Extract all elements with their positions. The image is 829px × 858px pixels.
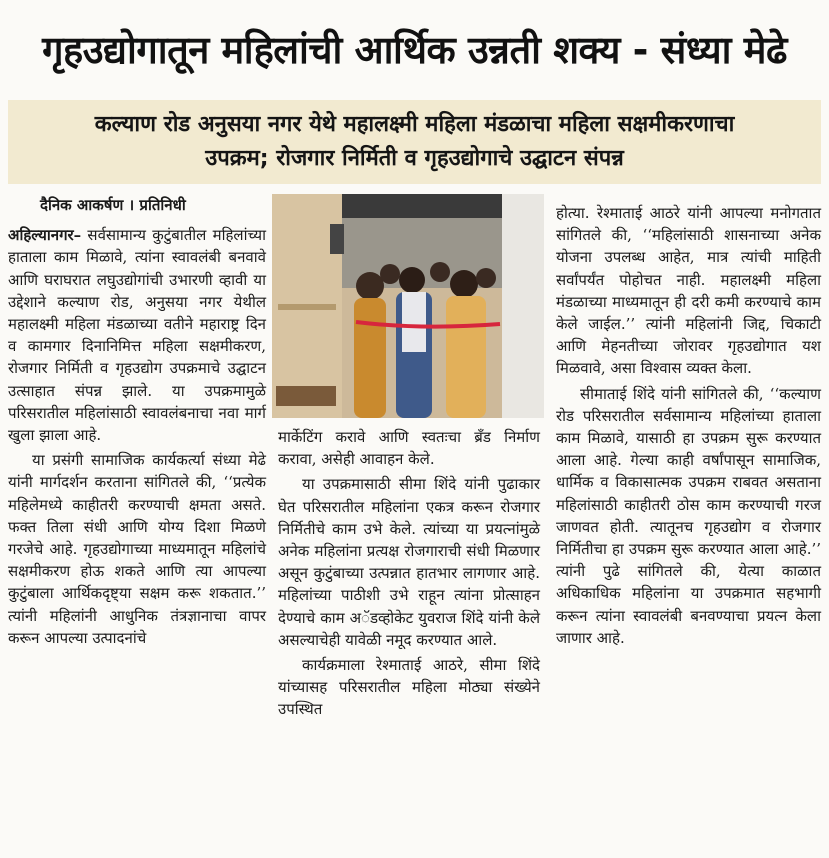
dateline: अहिल्यानगर– <box>8 226 82 245</box>
paragraph: होत्या. रेश्माताई आठरे यांनी आपल्या मनोगतात सांगितले की, ‘‘महिलांसाठी शासनाच्या अनेक योजना उपलब्ध आहेत, मात्र त्यांची माहिती सर्वांपर्यंत पोहोचत नाही. महालक्ष्मी महिला मंडळाच्या माध्यमातून ही दरी कमी करण्याचे काम केले जाईल.’’ त्यांनी महिलांनी जिद्द, चिकाटी आणि मेहनतीच्या जोरावर गृहउद्योगात यश मिळवावे, असा विश्वास व्यक्त केला. <box>556 204 821 378</box>
paragraph <box>8 224 266 446</box>
event-photo <box>272 194 544 418</box>
photo-image <box>272 194 544 418</box>
article-column-3 <box>556 202 821 652</box>
article-column-1 <box>8 194 266 652</box>
subheadline <box>8 100 821 184</box>
paragraph-text: सर्वसामान्य कुटुंबातील महिलांच्या हाताला काम मिळावे, त्यांना स्वावलंबी बनवावे आणि घराघरात लघुउद्योगांची उभारणी व्हावी या उद्देशाने कल्याण रोड, अनुसया नगर येथील महालक्ष्मी महिला मंडळाच्या वतीने महाराष्ट्र दिन व कामगार दिनानिमित्त महिला सक्षमीकरण, रोजगार निर्मिती व गृहउद्योग उपक्रमाचे उद्घाटन उत्साहात संपन्न झाले. या उपक्रमामुळे परिसरातील महिलांसाठी स्वावलंबनाचा नवा मार्ग खुला झाला आहे. <box>8 226 266 445</box>
paragraph: या प्रसंगी सामाजिक कार्यकर्त्या संध्या मेढे यांनी मार्गदर्शन करताना सांगितले की, ‘‘प्रत्येक महिलेमध्ये काहीतरी करण्याची क्षमता असते. फक्त तिला संधी आणि योग्य दिशा मिळणे गरजेचे आहे. गृहउद्योगाच्या माध्यमातून महिलांचे सक्षमीकरण होऊ शकते आणि त्या आपल्या कुटुंबाला आर्थिकदृष्ट्या सक्षम करू शकतात.’’ त्यांनी महिलांनी आधुनिक तंत्रज्ञानाचा वापर करून आपल्या उत्पादनांचे <box>8 451 266 647</box>
byline: दैनिक आकर्षण । प्रतिनिधी <box>40 196 186 214</box>
paragraph: मार्केटिंग करावे आणि स्वतःचा ब्रँड निर्माण करावा, असेही आवाहन केले. <box>278 428 540 469</box>
headline: गृहउद्योगातून महिलांची आर्थिक उन्नती शक्य - संध्या मेढे <box>42 28 787 72</box>
paragraph: सीमाताई शिंदे यांनी सांगितले की, ‘‘कल्याण रोड परिसरातील सर्वसामान्य महिलांच्या हाताला काम मिळावे, यासाठी हा उपक्रम सुरू करण्यात आला आहे. गेल्या काही वर्षांपासून सामाजिक, धार्मिक व विकासात्मक उपक्रम राबवत असताना महिलांसाठी काहीतरी ठोस काम करण्याची गरज जाणवत होती. त्यातूनच गृहउद्योग व रोजगार निर्मितीचा हा उपक्रम सुरू करण्यात आला आहे.’’ त्यांनी पुढे सांगितले की, येत्या काळात अधिकाधिक महिलांना या उपक्रमात सहभागी करून त्यांना स्वावलंबी बनवण्याचा प्रयत्न केला जाणार आहे. <box>556 384 821 647</box>
article-column-2 <box>278 426 540 724</box>
paragraph: कार्यक्रमाला रेश्माताई आठरे, सीमा शिंदे यांच्यासह परिसरातील महिला मोठ्या संख्येने उपस्थित <box>278 656 540 719</box>
paragraph: या उपक्रमासाठी सीमा शिंदे यांनी पुढाकार घेत परिसरातील महिलांना एकत्र करून रोजगार निर्मितीचे काम उभे केले. त्यांच्या या प्रयत्नांमुळे अनेक महिलांना प्रत्यक्ष रोजगाराची संधी मिळणार असून कुटुंबाच्या उत्पन्नात हातभार लागणार आहे. महिलांच्या पाठीशी उभे राहून त्यांना प्रोत्साहन देण्याचे काम अॅडव्होकेट युवराज शिंदे यांनी केले असल्याचेही यावेळी नमूद करण्यात आले. <box>278 475 540 649</box>
subheadline-line-2: उपक्रम; रोजगार निर्मिती व गृहउद्योगाचे उद्घाटन संपन्न <box>205 146 624 171</box>
subheadline-line-1: कल्याण रोड अनुसया नगर येथे महालक्ष्मी महिला मंडळाचा महिला सक्षमीकरणाचा <box>94 112 735 137</box>
